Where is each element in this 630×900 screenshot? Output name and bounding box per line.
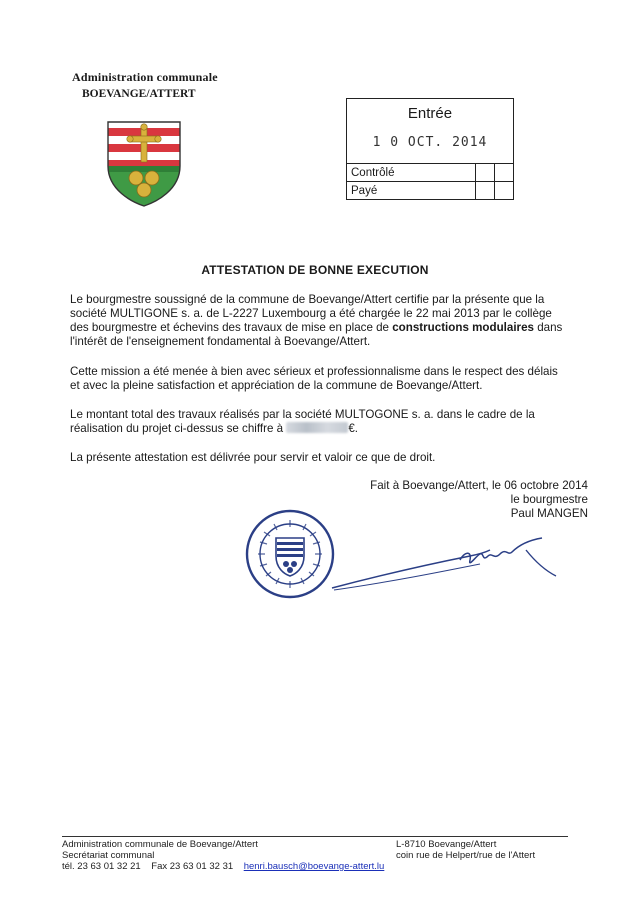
signature-icon [330, 530, 560, 600]
footer-secretariat: Secrétariat communal [62, 850, 155, 861]
stamp-paye-label: Payé [347, 182, 476, 200]
reception-stamp [346, 98, 514, 200]
footer-contact [62, 861, 384, 872]
coat-of-arms-icon [106, 120, 182, 208]
stamp-cell [495, 164, 514, 182]
document-title: ATTESTATION DE BONNE EXECUTION [201, 263, 429, 277]
stamp-grid [347, 163, 513, 199]
footer-address-1: L-8710 Boevange/Attert [396, 839, 497, 850]
footer-divider [62, 836, 568, 837]
signoff-block [370, 479, 588, 521]
paragraph-3-end: €. [348, 422, 358, 435]
paragraph-3-text: Le montant total des travaux réalisés par la société MULTOGONE s. a. dans le cadre de la réalisation du projet ci-dessus se chiffre à [70, 408, 535, 435]
official-seal-icon [244, 508, 336, 600]
paragraph-1-text: Le bourgmestre soussigné de la commune de Boevange/Attert certifie par la présente que la société MULTIGONE s. a. de L-2227 Luxembourg a été chargée le 22 mai 2013 par le collège des bourgmestre et échevins des travaux de mise en place de [70, 293, 552, 334]
admin-title: Administration communale [72, 70, 218, 84]
paragraph-1 [70, 293, 568, 349]
stamp-date: 1 0 OCT. 2014 [372, 135, 488, 150]
paragraph-1-bold: constructions modulaires [392, 321, 534, 334]
stamp-controle-label: Contrôlé [347, 164, 476, 182]
footer-address-2: coin rue de Helpert/rue de l'Attert [396, 850, 536, 861]
signoff-role: le bourgmestre [510, 493, 588, 506]
stamp-cell [495, 182, 514, 200]
footer-email-link[interactable]: henri.bausch@boevange-attert.lu [243, 861, 385, 872]
footer-right [396, 839, 535, 861]
stamp-cell [476, 164, 495, 182]
stamp-cell [476, 182, 495, 200]
paragraph-4: La présente attestation est délivrée pour servir et valoir ce que de droit. [70, 451, 436, 464]
paragraph-3 [70, 408, 568, 436]
paragraph-2: Cette mission a été menée à bien avec sérieux et professionnalisme dans le respect des délais et avec la pleine satisfaction et appréciation de la commune de Boevange/Attert. [70, 365, 558, 392]
redacted-amount [286, 422, 348, 433]
signoff-place-date: Fait à Boevange/Attert, le 06 octobre 2014 [370, 479, 588, 492]
footer-left [62, 839, 384, 872]
footer-phone-fax: tél. 23 63 01 32 21 Fax 23 63 01 32 31 [62, 861, 234, 872]
paragraph-1-end: dans l'intérêt de l'enseignement fondamental à Boevange/Attert. [70, 321, 563, 348]
footer-admin: Administration communale de Boevange/Attert [62, 839, 258, 850]
signoff-name: Paul MANGEN [510, 507, 588, 520]
stamp-entree-label: Entrée [407, 105, 453, 122]
admin-subtitle: BOEVANGE/ATTERT [82, 88, 196, 100]
